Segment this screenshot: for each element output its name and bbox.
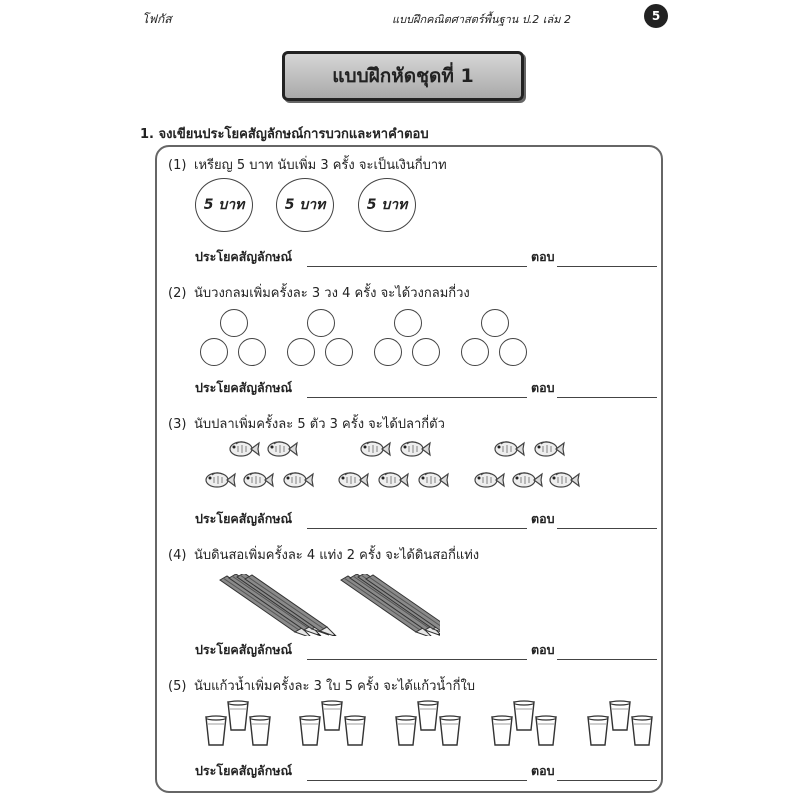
- glass-icon: [418, 701, 438, 730]
- fish-icon: [550, 473, 579, 487]
- glass-icon: [228, 701, 248, 730]
- fish-icon: [268, 442, 297, 456]
- question-number: (4): [168, 548, 187, 563]
- sentence-blank[interactable]: [307, 266, 527, 267]
- pencil-icon: [350, 574, 440, 636]
- question-text: นับแก้วน้ำเพิ่มครั้งละ 3 ใบ 5 ครั้ง จะได้แก้วน้ำกี่ใบ: [194, 679, 476, 694]
- circle: [307, 309, 335, 337]
- circle: [481, 309, 509, 337]
- sentence-blank[interactable]: [307, 780, 527, 781]
- answer-row-3: [195, 511, 657, 531]
- answer-label: ตอบ: [531, 511, 555, 526]
- fish-icon: [379, 473, 408, 487]
- question-5: [168, 675, 475, 696]
- answer-label: ตอบ: [531, 642, 555, 657]
- glass-icon: [206, 716, 226, 745]
- fish-icon: [206, 473, 235, 487]
- circle: [325, 338, 353, 366]
- coin-5-baht: 5 บาท: [195, 178, 253, 232]
- sentence-blank[interactable]: [307, 659, 527, 660]
- coin-5-baht: 5 บาท: [276, 178, 334, 232]
- answer-blank[interactable]: [557, 528, 657, 529]
- fish-icon: [284, 473, 313, 487]
- circle: [499, 338, 527, 366]
- circle: [238, 338, 266, 366]
- header-left-text: โฟกัส: [142, 12, 172, 26]
- glass-icon: [440, 716, 460, 745]
- glass-icon: [322, 701, 342, 730]
- glass-icon: [300, 716, 320, 745]
- fish-groups-illustration: [195, 433, 595, 499]
- pencil-icon: [358, 574, 440, 635]
- header-book-title: แบบฝึกคณิตศาสตร์พื้นฐาน ป.2 เล่ม 2: [392, 13, 572, 26]
- answer-label: ตอบ: [531, 763, 555, 778]
- circle: [374, 338, 402, 366]
- answer-row-5: [195, 763, 657, 783]
- glass-icon: [345, 716, 365, 745]
- circle: [220, 309, 248, 337]
- circle: [287, 338, 315, 366]
- fish-icon: [244, 473, 273, 487]
- glass-icon: [610, 701, 630, 730]
- pencil-icon: [229, 574, 321, 636]
- fish-icon: [361, 442, 390, 456]
- sentence-blank[interactable]: [307, 528, 527, 529]
- answer-row-4: [195, 642, 657, 662]
- circle: [412, 338, 440, 366]
- fish-icon: [513, 473, 542, 487]
- pencil-groups-illustration: [215, 574, 440, 636]
- glass-icon: [396, 716, 416, 745]
- answer-row-2: [195, 380, 657, 400]
- question-number: (1): [168, 158, 187, 173]
- glass-icon: [250, 716, 270, 745]
- glass-groups-illustration: [200, 699, 660, 751]
- answer-blank[interactable]: [557, 266, 657, 267]
- sentence-label: ประโยคสัญลักษณ์: [195, 642, 293, 657]
- question-text: นับวงกลมเพิ่มครั้งละ 3 วง 4 ครั้ง จะได้วงกลมกี่วง: [194, 286, 470, 301]
- answer-row-1: [195, 249, 657, 269]
- sentence-label: ประโยคสัญลักษณ์: [195, 380, 293, 395]
- glass-icon: [492, 716, 512, 745]
- fish-icon: [419, 473, 448, 487]
- instruction-text: 1. จงเขียนประโยคสัญลักษณ์การบวกและหาคำตอบ: [140, 127, 429, 142]
- glass-icon: [536, 716, 556, 745]
- question-4: [168, 544, 479, 565]
- fish-icon: [230, 442, 259, 456]
- question-text: เหรียญ 5 บาท นับเพิ่ม 3 ครั้ง จะเป็นเงินกี่บาท: [194, 158, 447, 173]
- question-number: (2): [168, 286, 187, 301]
- fish-icon: [535, 442, 564, 456]
- glass-icon: [588, 716, 608, 745]
- sentence-blank[interactable]: [307, 397, 527, 398]
- circle: [200, 338, 228, 366]
- question-1: [168, 154, 447, 175]
- question-number: (3): [168, 417, 187, 432]
- answer-blank[interactable]: [557, 780, 657, 781]
- question-number: (5): [168, 679, 187, 694]
- question-text: นับดินสอเพิ่มครั้งละ 4 แท่ง 2 ครั้ง จะได้ดินสอกี่แท่ง: [194, 548, 480, 563]
- answer-label: ตอบ: [531, 249, 555, 264]
- fish-icon: [495, 442, 524, 456]
- answer-blank[interactable]: [557, 659, 657, 660]
- question-2: [168, 282, 470, 303]
- sentence-label: ประโยคสัญลักษณ์: [195, 763, 293, 778]
- fish-icon: [339, 473, 368, 487]
- glass-icon: [632, 716, 652, 745]
- fish-icon: [401, 442, 430, 456]
- question-3: [168, 413, 445, 434]
- question-text: นับปลาเพิ่มครั้งละ 5 ตัว 3 ครั้ง จะได้ปลากี่ตัว: [194, 417, 445, 432]
- fish-icon: [475, 473, 504, 487]
- sentence-label: ประโยคสัญลักษณ์: [195, 249, 293, 264]
- sentence-label: ประโยคสัญลักษณ์: [195, 511, 293, 526]
- glass-icon: [514, 701, 534, 730]
- exercise-title: แบบฝึกหัดชุดที่ 1: [282, 51, 524, 101]
- answer-label: ตอบ: [531, 380, 555, 395]
- answer-blank[interactable]: [557, 397, 657, 398]
- coin-5-baht: 5 บาท: [358, 178, 416, 232]
- page-number-badge: 5: [644, 4, 668, 28]
- circle: [394, 309, 422, 337]
- circle: [461, 338, 489, 366]
